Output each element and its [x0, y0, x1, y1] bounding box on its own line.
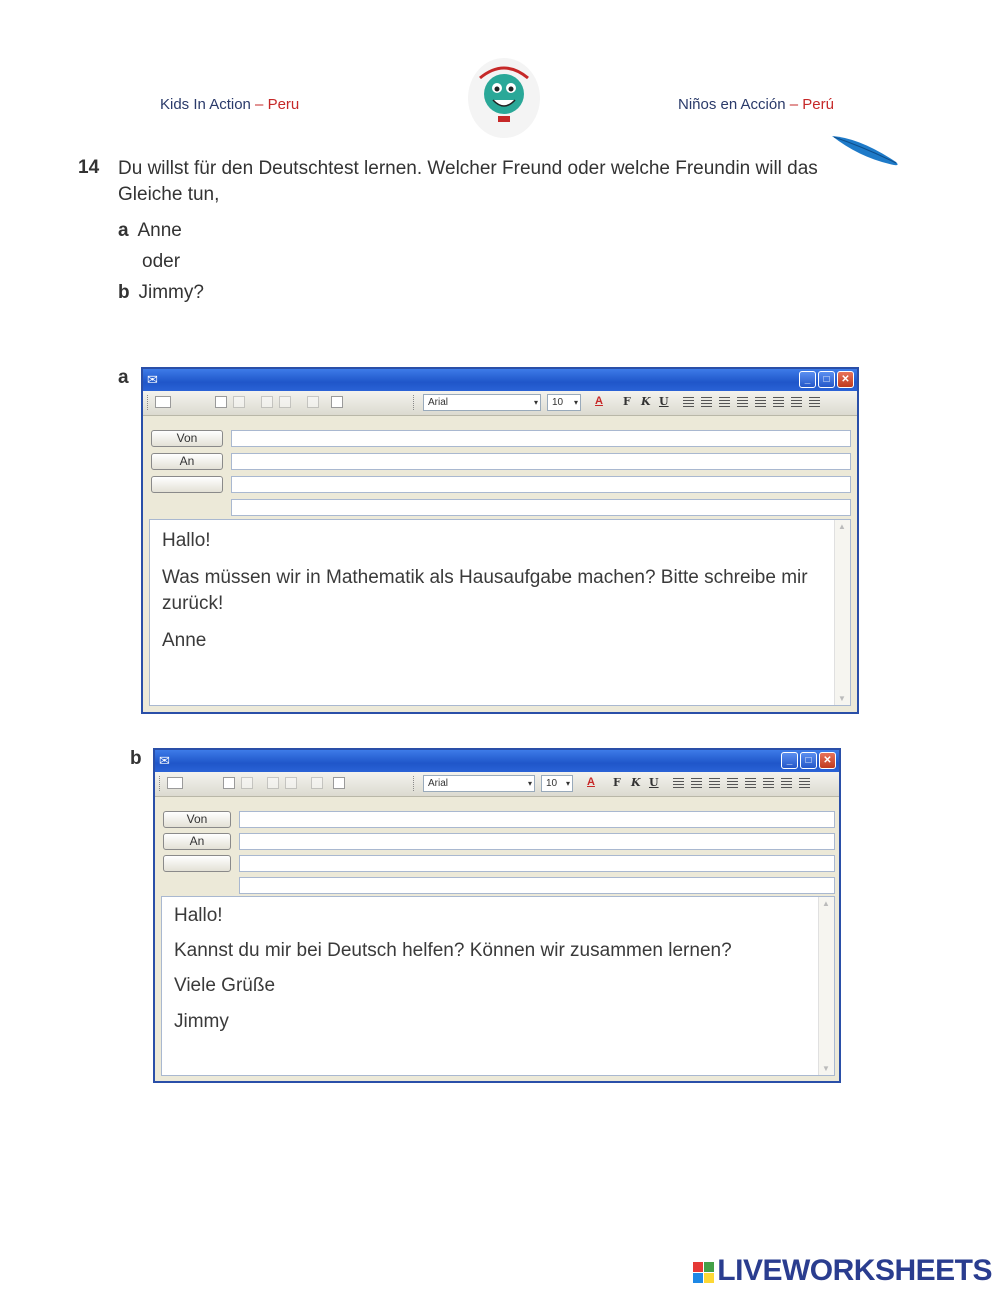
- underline-icon[interactable]: U: [649, 776, 659, 789]
- outdent-icon[interactable]: [763, 778, 774, 788]
- font-select[interactable]: Arial ▾: [423, 775, 535, 792]
- cut-icon[interactable]: [267, 777, 279, 789]
- attach-icon[interactable]: [307, 396, 319, 408]
- to-button[interactable]: An: [163, 833, 231, 850]
- question-number: 14: [78, 157, 100, 178]
- numbered-list-icon[interactable]: [737, 397, 748, 407]
- message-line: Hallo!: [174, 905, 223, 926]
- subject-field[interactable]: [239, 877, 835, 894]
- from-field[interactable]: [239, 811, 835, 828]
- to-button[interactable]: An: [151, 453, 223, 470]
- maximize-icon[interactable]: □: [800, 752, 817, 769]
- bold-icon[interactable]: F: [623, 395, 631, 408]
- from-field[interactable]: [231, 430, 851, 447]
- close-icon[interactable]: ✕: [837, 371, 854, 388]
- option-b-letter: b: [118, 282, 130, 303]
- app-icon: ✉: [159, 753, 170, 768]
- bullet-list-icon[interactable]: [755, 397, 766, 407]
- copy-icon[interactable]: [285, 777, 297, 789]
- align-right-icon[interactable]: [719, 397, 730, 407]
- liveworksheets-logo-icon: [693, 1262, 714, 1283]
- header-left-sep: –: [250, 96, 268, 113]
- underline-icon[interactable]: U: [659, 395, 669, 408]
- indent-icon[interactable]: [791, 397, 802, 407]
- message-line: Hallo!: [162, 530, 211, 551]
- print-icon[interactable]: [241, 777, 253, 789]
- header-left-name: Kids In Action: [160, 96, 251, 113]
- title-bar: [143, 369, 857, 391]
- header-right-country: Perú: [802, 96, 834, 113]
- toolbar: [143, 391, 857, 416]
- rule-icon[interactable]: [809, 397, 820, 407]
- kids-in-action-logo: [466, 58, 542, 140]
- align-center-icon[interactable]: [701, 397, 712, 407]
- size-select[interactable]: 10 ▾: [541, 775, 573, 792]
- cc-button[interactable]: [163, 855, 231, 872]
- message-body[interactable]: [149, 519, 851, 706]
- option-a-letter: a: [118, 220, 129, 241]
- feather-icon: [830, 132, 902, 175]
- font-color-icon[interactable]: A: [587, 776, 595, 788]
- liveworksheets-brand: [693, 1254, 992, 1288]
- send-icon[interactable]: [167, 777, 183, 789]
- align-left-icon[interactable]: [683, 397, 694, 407]
- message-line: Viele Grüße: [174, 975, 276, 996]
- bullet-list-icon[interactable]: [745, 778, 756, 788]
- email-window-a: [141, 367, 859, 714]
- document-icon[interactable]: [333, 777, 345, 789]
- outdent-icon[interactable]: [773, 397, 784, 407]
- size-select[interactable]: 10 ▾: [547, 394, 581, 411]
- align-left-icon[interactable]: [673, 778, 684, 788]
- question-text: Du willst für den Deutschtest lernen. Welcher Freund oder welche Freundin will das Gleiche tun,: [118, 158, 818, 205]
- cut-icon[interactable]: [261, 396, 273, 408]
- minimize-icon[interactable]: _: [781, 752, 798, 769]
- option-a-text: Anne: [137, 220, 182, 241]
- header-right-sep: –: [785, 96, 803, 113]
- option-a: [118, 220, 182, 242]
- scrollbar[interactable]: ▲ ▼: [818, 897, 834, 1075]
- print-icon[interactable]: [233, 396, 245, 408]
- app-icon: ✉: [147, 372, 158, 387]
- align-right-icon[interactable]: [709, 778, 720, 788]
- font-color-icon[interactable]: A: [595, 395, 603, 407]
- minimize-icon[interactable]: _: [799, 371, 816, 388]
- save-icon[interactable]: [223, 777, 235, 789]
- italic-icon[interactable]: K: [641, 395, 651, 408]
- header-right-name: Niños en Acción: [678, 96, 786, 113]
- message-line: Anne: [162, 630, 207, 651]
- option-connector: oder: [142, 251, 181, 272]
- save-icon[interactable]: [215, 396, 227, 408]
- message-body[interactable]: [161, 896, 835, 1076]
- toolbar: [155, 772, 839, 797]
- maximize-icon[interactable]: □: [818, 371, 835, 388]
- message-line: Kannst du mir bei Deutsch helfen? Können wir zusammen lernen?: [174, 940, 732, 961]
- send-icon[interactable]: [155, 396, 171, 408]
- indent-icon[interactable]: [781, 778, 792, 788]
- to-field[interactable]: [239, 833, 835, 850]
- italic-icon[interactable]: K: [631, 776, 641, 789]
- to-field[interactable]: [231, 453, 851, 470]
- option-b-text: Jimmy?: [138, 282, 204, 303]
- option-b: [118, 282, 204, 304]
- cc-button[interactable]: [151, 476, 223, 493]
- align-center-icon[interactable]: [691, 778, 702, 788]
- from-button[interactable]: Von: [151, 430, 223, 447]
- close-icon[interactable]: ✕: [819, 752, 836, 769]
- cc-field[interactable]: [231, 476, 851, 493]
- font-select[interactable]: Arial ▾: [423, 394, 541, 411]
- rule-icon[interactable]: [799, 778, 810, 788]
- email-a-label: a: [118, 367, 129, 388]
- document-icon[interactable]: [331, 396, 343, 408]
- header-left-country: Peru: [267, 96, 300, 113]
- message-line: Jimmy: [174, 1011, 229, 1032]
- numbered-list-icon[interactable]: [727, 778, 738, 788]
- subject-field[interactable]: [231, 499, 851, 516]
- copy-icon[interactable]: [279, 396, 291, 408]
- from-button[interactable]: Von: [163, 811, 231, 828]
- attach-icon[interactable]: [311, 777, 323, 789]
- header-right-title: [678, 96, 834, 113]
- brand-text: LIVEWORKSHEETS: [717, 1254, 992, 1287]
- email-b-label: b: [130, 748, 142, 769]
- scrollbar[interactable]: ▲ ▼: [834, 520, 850, 705]
- message-line: Was müssen wir in Mathematik als Hausaufgabe machen? Bitte schreibe mir zurück!: [162, 567, 808, 614]
- header-left-title: [160, 96, 299, 113]
- bold-icon[interactable]: F: [613, 776, 621, 789]
- email-window-b: [153, 748, 841, 1083]
- cc-field[interactable]: [239, 855, 835, 872]
- title-bar: [155, 750, 839, 772]
